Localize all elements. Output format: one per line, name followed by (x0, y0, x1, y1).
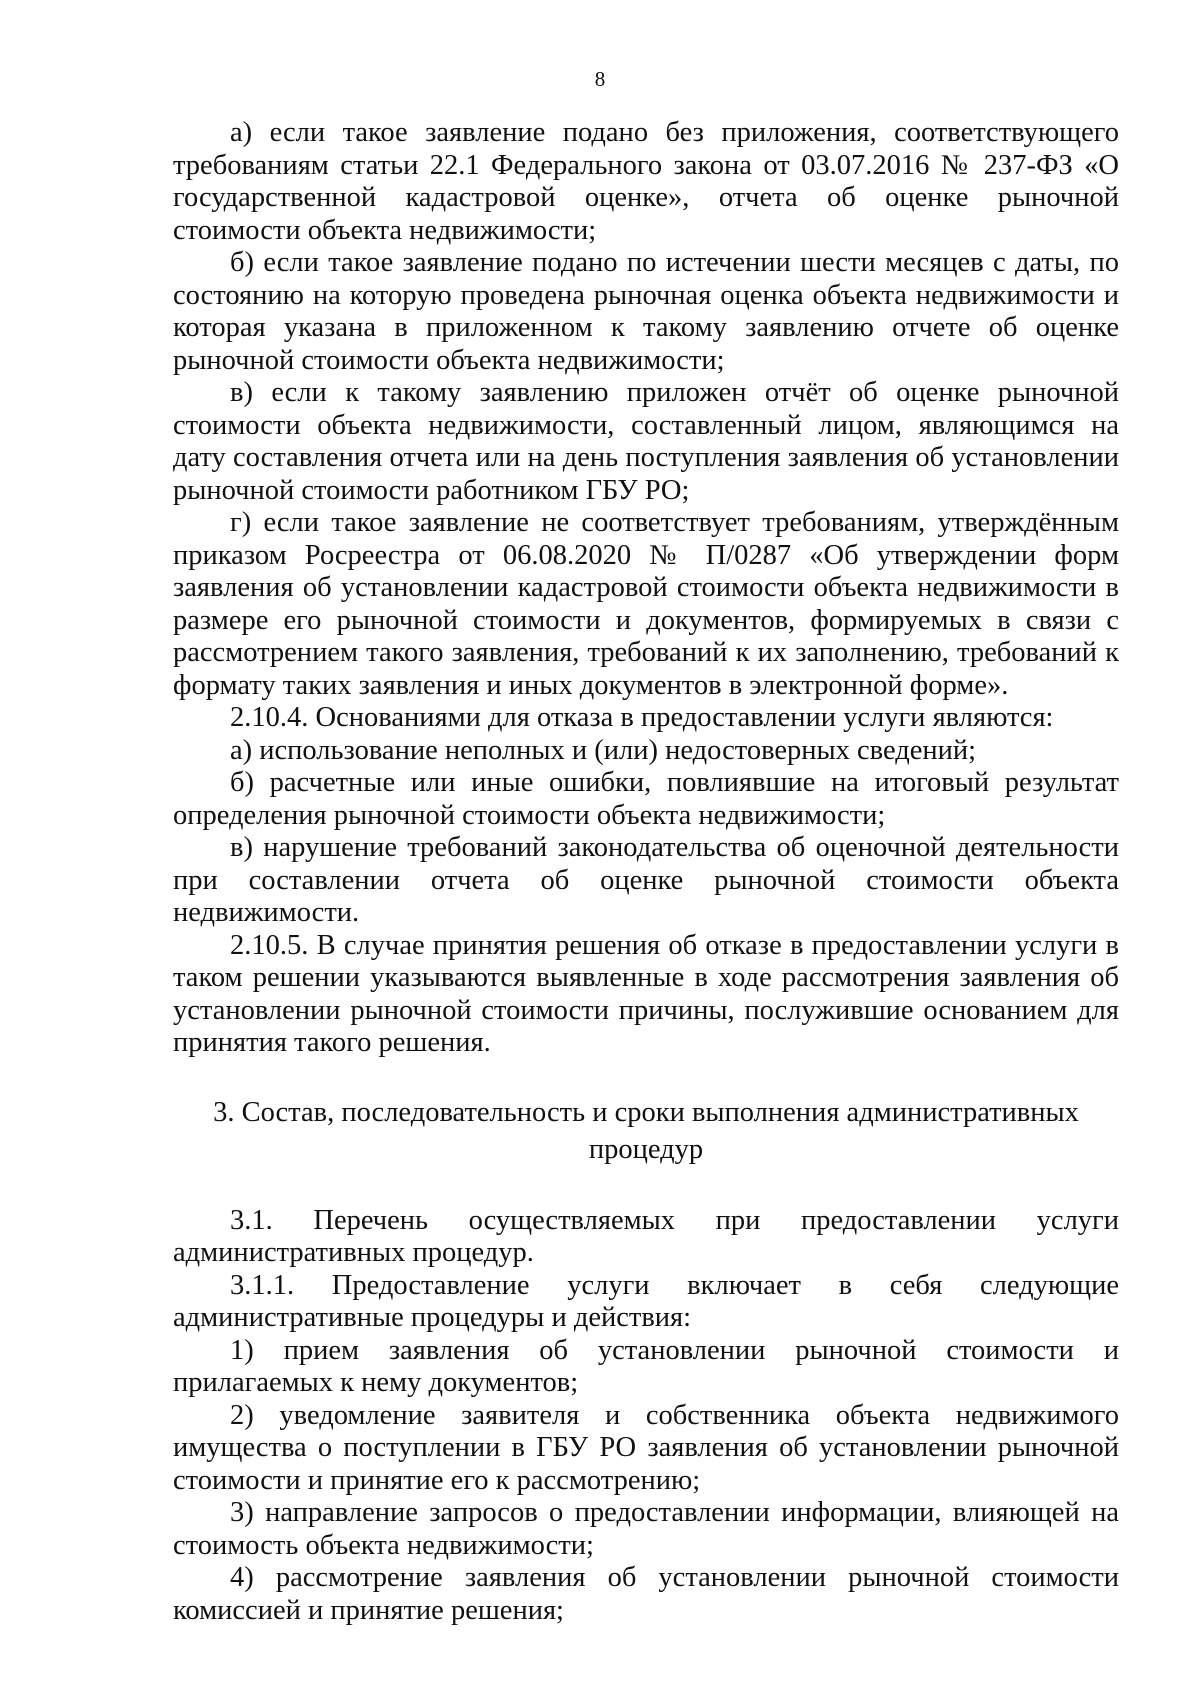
paragraph-3-1: 3.1. Перечень осуществляемых при предоставлении услуги административных процедур. (173, 1204, 1119, 1268)
document-body (173, 117, 1119, 1627)
section-heading-line1: 3. Состав, последовательность и сроки выполнения административных (213, 1096, 1079, 1128)
list-item-procedure-3: 3) направление запросов о предоставлении информации, влияющей на стоимость объекта недвижимости; (173, 1497, 1119, 1561)
paragraph-refusal-reason-a: а) если такое заявление подано без приложения, соответствующего требованиям статьи 22.1 Федерального закона от 03.07.2016 № 237-ФЗ «О государственной кадастровой оценке», отчета об оценке рыночной стоимости объекта недвижимости; (173, 117, 1119, 246)
page-number: 8 (594, 67, 606, 91)
paragraph-2-10-4: 2.10.4. Основаниями для отказа в предоставлении услуги являются: (230, 702, 1054, 733)
paragraph-refusal-reason-b: б) если такое заявление подано по истечении шести месяцев с даты, по состоянию на которую проведена рыночная оценка объекта недвижимости и которая указана в приложенном к такому заявлению отчете об оценке рыночной стоимости объекта недвижимости; (173, 247, 1119, 376)
paragraph-2-10-5: 2.10.5. В случае принятия решения об отказе в предоставлении услуги в таком решении указываются выявленные в ходе рассмотрения заявления об установлении рыночной стоимости причины, послужившие основанием для принятия такого решения. (173, 929, 1119, 1058)
paragraph-denial-reason-b: б) расчетные или иные ошибки, повлиявшие на итоговый результат определения рыночной стоимости объекта недвижимости; (173, 767, 1119, 831)
list-item-procedure-2: 2) уведомление заявителя и собственника объекта недвижимого имущества о поступлении в ГБУ РО заявления об установлении рыночной стоимости и принятие его к рассмотрению; (173, 1399, 1119, 1496)
paragraph-refusal-reason-g: г) если такое заявление не соответствует требованиям, утверждённым приказом Росреестра от 06.08.2020 № П/0287 «Об утверждении форм заявления об установлении кадастровой стоимости объекта недвижимости в размере его рыночной стоимости и документов, формируемых в связи с рассмотрением такого заявления, требований к их заполнению, требований к формату таких заявления и иных документов в электронной форме». (173, 507, 1119, 701)
list-item-procedure-1: 1) прием заявления об установлении рыночной стоимости и прилагаемых к нему документов; (173, 1334, 1119, 1398)
section-heading-line2: процедур (588, 1133, 704, 1165)
list-item-procedure-4: 4) рассмотрение заявления об установлении рыночной стоимости комиссией и принятие решения; (173, 1562, 1119, 1626)
paragraph-denial-reason-v: в) нарушение требований законодательства об оценочной деятельности при составлении отчета об оценке рыночной стоимости объекта недвижимости. (173, 832, 1119, 928)
paragraph-denial-reason-a: а) использование неполных и (или) недостоверных сведений; (230, 734, 977, 766)
paragraph-3-1-1: 3.1.1. Предоставление услуги включает в себя следующие административные процедуры и действия: (173, 1269, 1119, 1333)
paragraph-refusal-reason-v: в) если к такому заявлению приложен отчёт об оценке рыночной стоимости объекта недвижимости, составленный лицом, являющимся на дату составления отчета или на день поступления заявления об установлении рыночной стоимости работником ГБУ РО; (173, 377, 1119, 506)
section-heading (173, 1094, 1119, 1168)
